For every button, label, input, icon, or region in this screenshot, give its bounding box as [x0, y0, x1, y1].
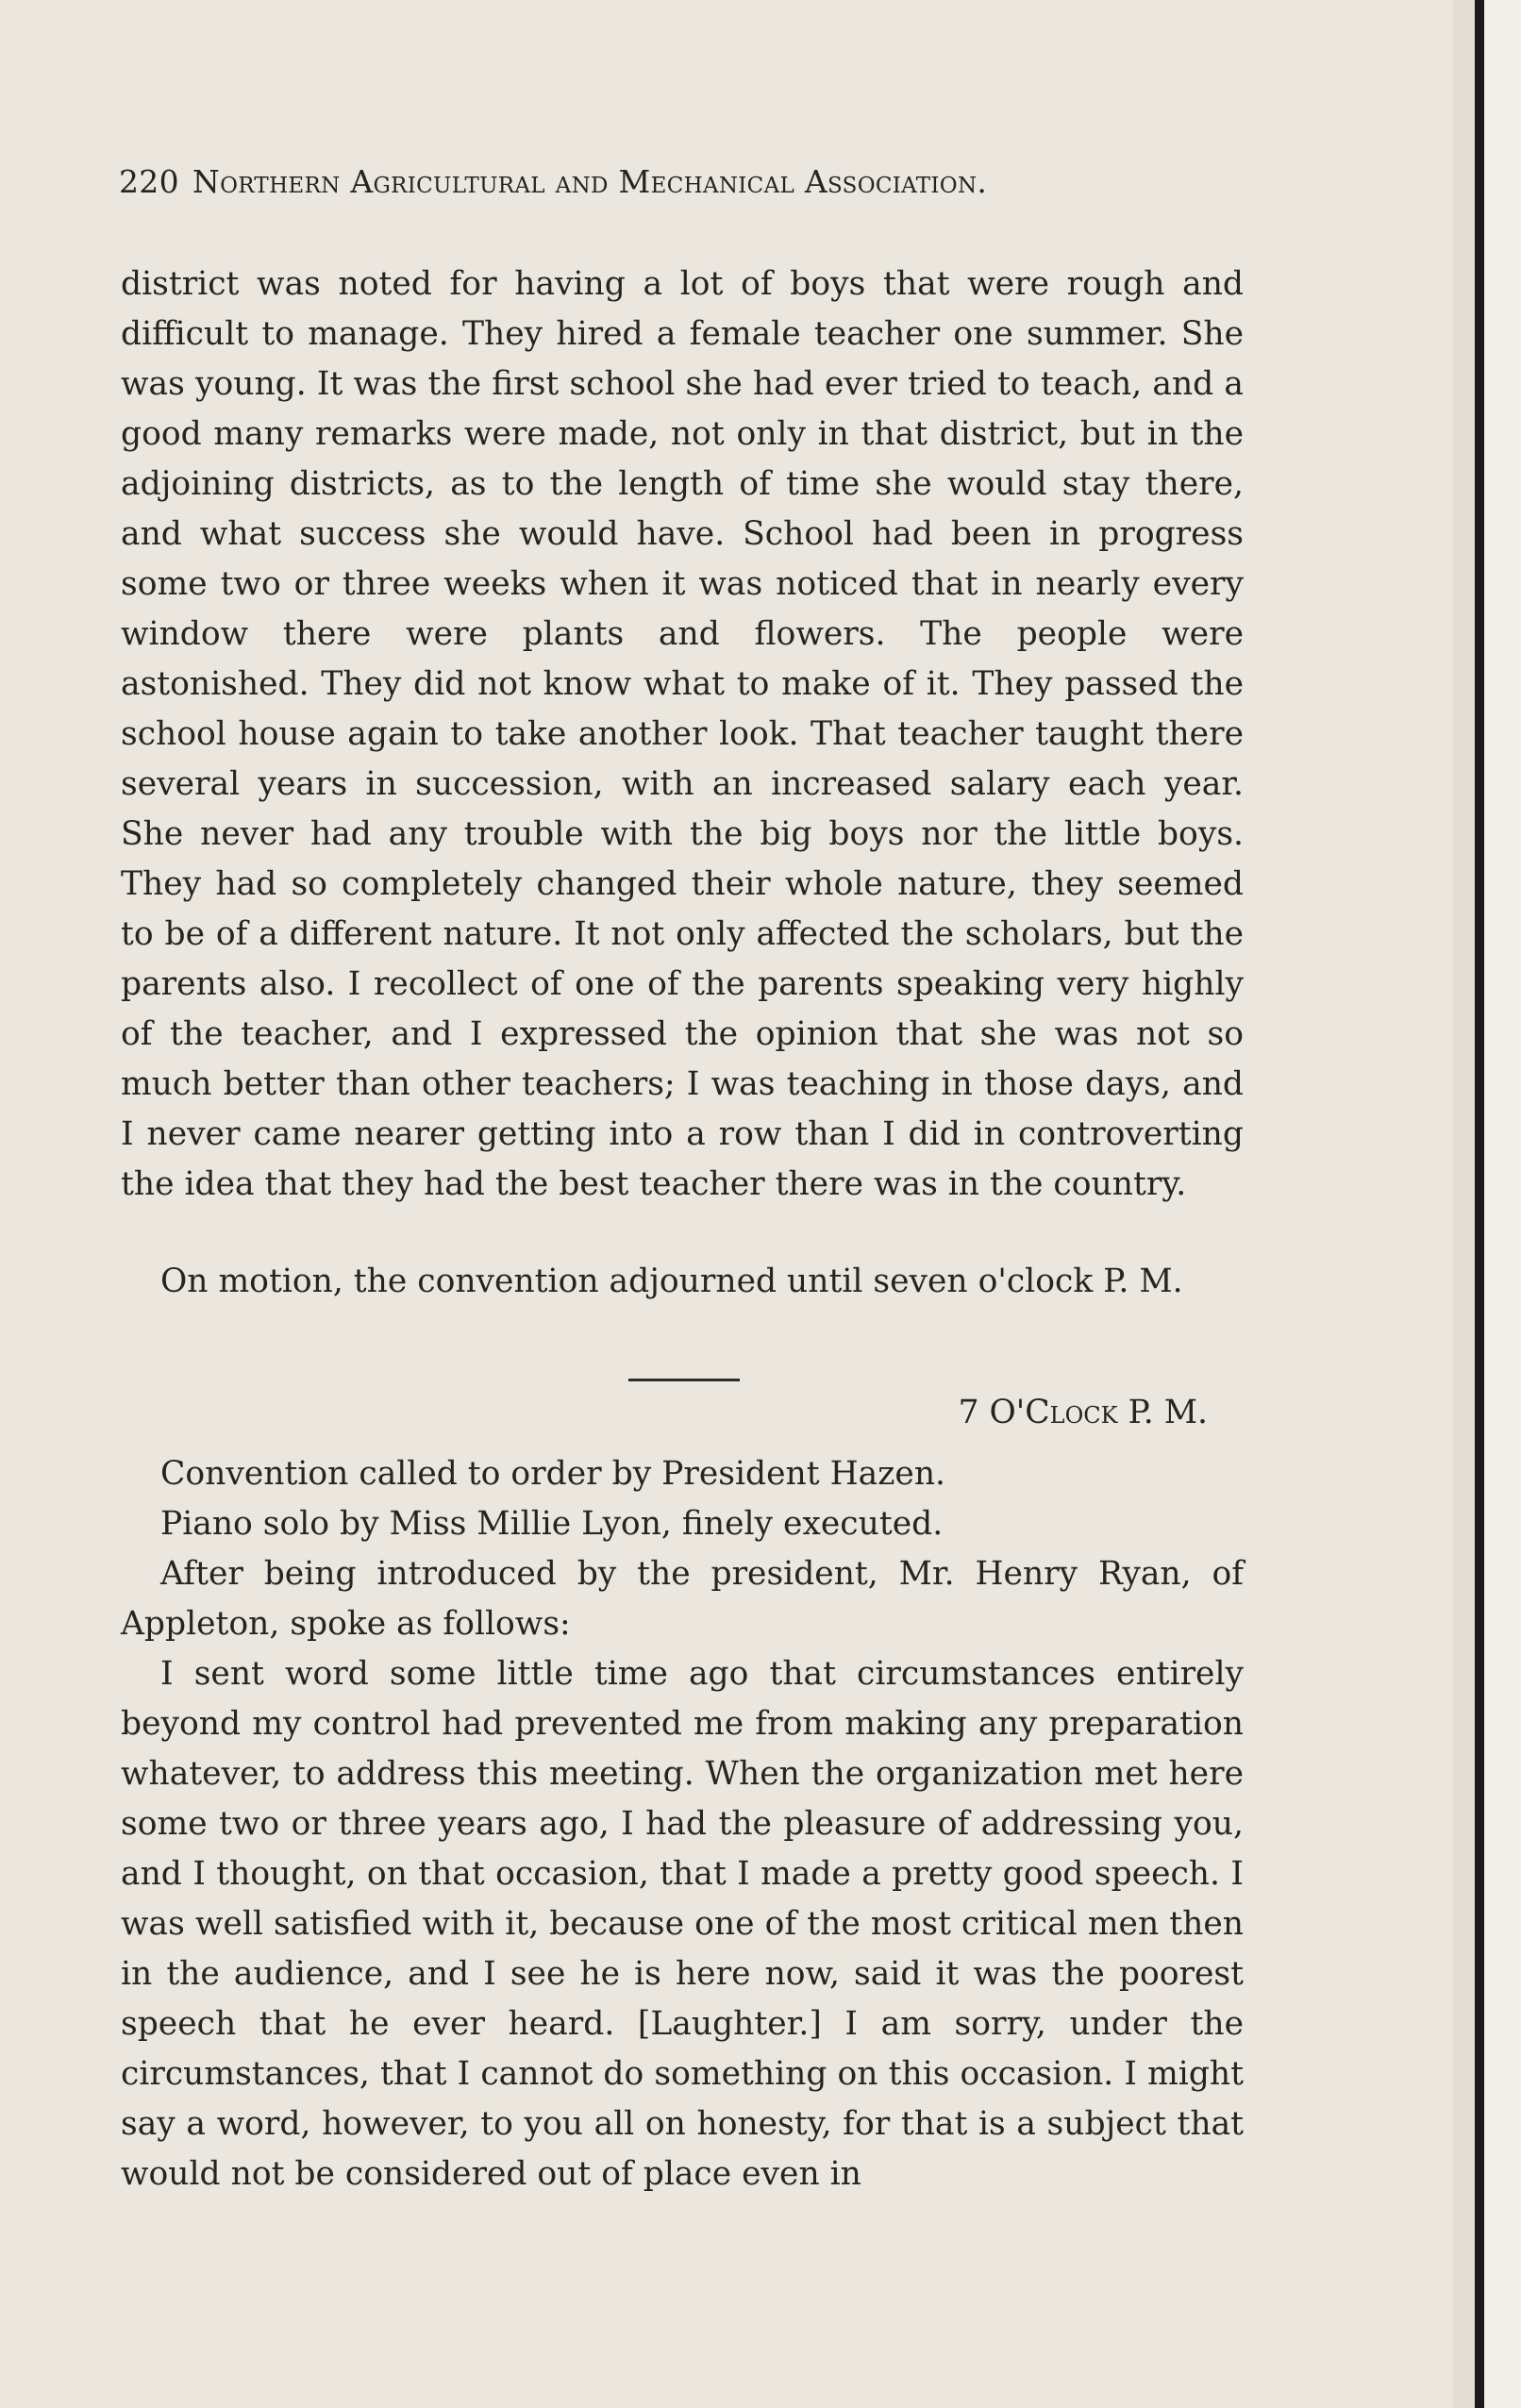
body-block-2	[121, 1449, 1244, 2199]
paragraph-convention-called: Convention called to order by President Hazen.	[160, 1455, 946, 1493]
paragraph-piano-solo: Piano solo by Miss Millie Lyon, finely executed.	[160, 1505, 944, 1543]
page-gutter	[1453, 0, 1475, 2408]
time-number: 7	[958, 1394, 979, 1431]
section-time-heading	[849, 1388, 1208, 1438]
time-suffix: P. M.	[1128, 1394, 1208, 1431]
body-block-1	[121, 259, 1244, 1210]
time-label: O'Clock	[989, 1394, 1118, 1431]
running-title: Northern Agricultural and Mechanical Association.	[192, 163, 988, 200]
adjacent-page-edge	[1484, 0, 1521, 2408]
running-header	[119, 159, 1202, 206]
paragraph-speech: I sent word some little time ago that circumstances entirely beyond my control had prevented me from making any preparation whatever, to address this meeting. When the organization met here some two or three years ago, I had the pleasure of addressing you, and I thought, on that occasion, that I made a pretty good speech. I was well satisfied with it, because one of the most critical men then in the audience, and I see he is here now, said it was the poorest speech that he ever heard. [Laughter.] I am sorry, under the circumstances, that I cannot do something on this occasion. I might say a word, however, to you all on honesty, for that is a subject that would not be considered out of place even in	[121, 1655, 1244, 2193]
adjournment-line: On motion, the convention adjourned until seven o'clock P. M.	[160, 1263, 1183, 1300]
section-divider	[628, 1379, 740, 1381]
paragraph-introduction: After being introduced by the president, Mr. Henry Ryan, of Appleton, spoke as follows:	[121, 1555, 1244, 1643]
page-number: 220	[119, 163, 179, 200]
page-edge-shadow	[1475, 0, 1484, 2408]
paragraph-continued: district was noted for having a lot of boys that were rough and difficult to manage. They hired a female teacher one summer. She was young. It was the first school she had ever tried to teach, and a good many remarks were made, not only in that district, but in the adjoining districts, as to the length of time she would stay there, and what success she would have. School had been in progress some two or three weeks when it was noticed that in nearly every window there were plants and flowers. The people were astonished. They did not know what to make of it. They passed the school house again to take another look. That teacher taught there several years in succession, with an increased salary each year. She never had any trouble with the big boys nor the little boys. They had so completely changed their whole nature, they seemed to be of a different nature. It not only affected the scholars, but the parents also. I recollect of one of the parents speaking very highly of the teacher, and I expressed the opinion that she was not so much better than other teachers; I was teaching in those days, and I never came nearer getting into a row than I did in controverting the idea that they had the best teacher there was in the country.	[121, 265, 1244, 1203]
